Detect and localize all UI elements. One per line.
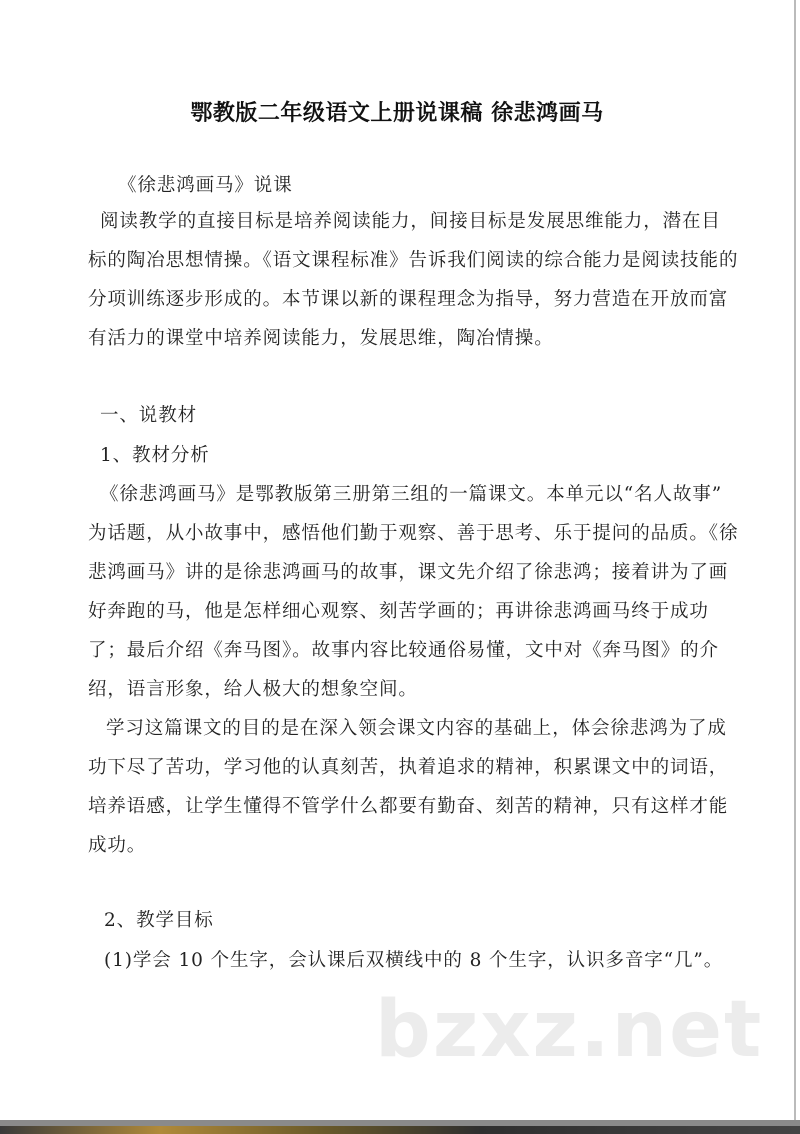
analysis-line: 了；最后介绍《奔马图》。故事内容比较通俗易懂，文中对《奔马图》的介	[88, 640, 719, 661]
intro-line: 有活力的课堂中培养阅读能力，发展思维，陶冶情操。	[88, 328, 554, 349]
next-page-edge	[0, 1126, 800, 1134]
intro-line: 标的陶冶思想情操。《语文课程标准》告诉我们阅读的综合能力是阅读技能的	[88, 250, 739, 271]
goal-item: (1)学会 10 个生字，会认课后双横线中的 8 个生字，认识多音字“几”。	[104, 950, 724, 971]
purpose-line: 成功。	[88, 835, 147, 856]
purpose-line: 功下尽了苦功，学习他的认真刻苦，执着追求的精神，积累课文中的词语，	[88, 757, 729, 778]
analysis-line: 《徐悲鸿画马》是鄂教版第三册第三组的一篇课文。本单元以“名人故事”	[100, 484, 723, 505]
analysis-line: 好奔跑的马，他是怎样细心观察、刻苦学画的；再讲徐悲鸿画马终于成功	[88, 601, 709, 622]
subsection-heading: 2、教学目标	[104, 910, 214, 931]
purpose-line: 培养语感，让学生懂得不管学什么都要有勤奋、刻苦的精神，只有这样才能	[88, 796, 729, 817]
analysis-line: 为话题，从小故事中，感悟他们勤于观察、善于思考、乐于提问的品质。《徐	[88, 523, 739, 544]
analysis-line: 绍，语言形象，给人极大的想象空间。	[88, 679, 418, 700]
purpose-line: 学习这篇课文的目的是在深入领会课文内容的基础上，体会徐悲鸿为了成	[106, 718, 727, 739]
analysis-line: 悲鸿画马》讲的是徐悲鸿画马的故事，课文先介绍了徐悲鸿；接着讲为了画	[88, 562, 729, 583]
document-title: 鄂教版二年级语文上册说课稿 徐悲鸿画马	[190, 101, 604, 126]
watermark: bzxz.net	[375, 985, 764, 1075]
intro-line: 阅读教学的直接目标是培养阅读能力，间接目标是发展思维能力，潜在目	[100, 211, 721, 232]
intro-line: 分项训练逐步形成的。本节课以新的课程理念为指导，努力营造在开放而富	[88, 289, 729, 310]
section-heading: 一、说教材	[100, 405, 198, 426]
subtitle: 《徐悲鸿画马》说课	[118, 175, 293, 196]
subsection-heading: 1、教材分析	[100, 445, 210, 466]
